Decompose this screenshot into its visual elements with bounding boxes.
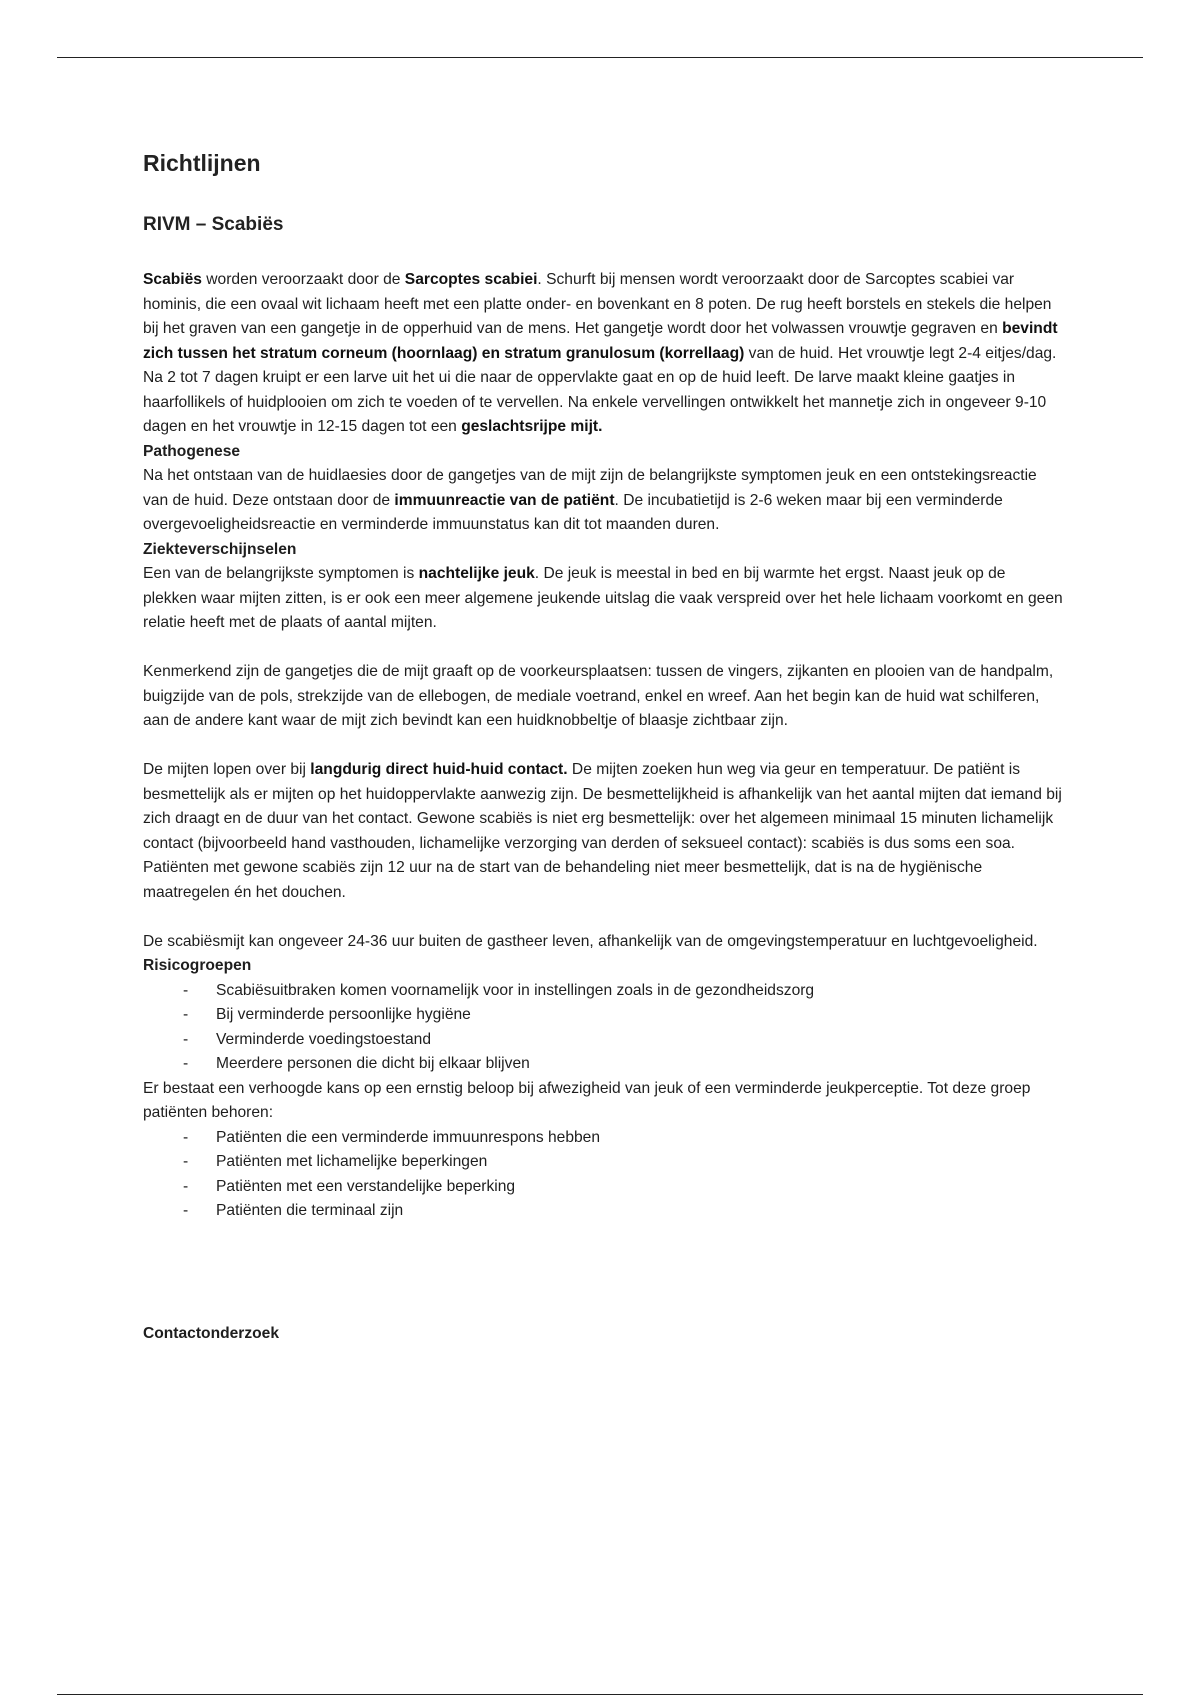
list-item: - Patiënten die een verminderde immuunrespons hebben [143,1126,1063,1151]
page-title: Richtlijnen [143,150,261,176]
intro-paragraph: Scabiës worden veroorzaakt door de Sarcoptes scabiei. Schurft bij mensen wordt veroorzaakt door de Sarcoptes scabiei var hominis, die een ovaal wit lichaam heeft met een platte onder- en bovenkant en 8 poten. De rug heeft borstels en stekels die helpen bij het graven van een gangetje in de opperhuid van de mens. Het gangetje wordt door het volwassen vrouwtje gegraven en bevindt zich tussen het stratum corneum (hoornlaag) en stratum granulosum (korrellaag) van de huid. Het vrouwtje legt 2-4 eitjes/dag. Na 2 tot 7 dagen kruipt er een larve uit het ui die naar de oppervlakte gaat en op de huid leeft. De larve maakt kleine gaatjes in haarfollikels of huidplooien om zich te voeden of te vervellen. Na enkele vervellingen ontwikkelt het mannetje zich in ongeveer 9-10 dagen en het vrouwtje in 12-15 dagen tot een geslachtsrijpe mijt. [143,271,1058,435]
section-title: RIVM – Scabiës [143,214,284,235]
risico-paragraph: Er bestaat een verhoogde kans op een ernstig beloop bij afwezigheid van jeuk of een verminderde jeukperceptie. Tot deze groep patiënten behoren: [143,1079,1031,1121]
pathogenese-paragraph: Na het ontstaan van de huidlaesies door de gangetjes van de mijt zijn de belangrijkste symptomen jeuk en een ontstekingsreactie van de huid. Deze ontstaan door de immuunreactie van de patiënt. De incubatietijd is 2-6 weken maar bij een verminderde overgevoeligheidsreactie en verminderde immuunstatus kan dit tot maanden duren. [143,467,1037,533]
list-item: - Patiënten die terminaal zijn [143,1199,1063,1224]
ziekte-heading: Ziekteverschijnselen [143,540,297,558]
top-rule [57,57,1143,58]
risico-list-2 [143,1126,1063,1224]
pathogenese-heading: Pathogenese [143,442,241,460]
list-item: - Verminderde voedingstoestand [143,1028,1063,1053]
ziekte-paragraph-4: De scabiësmijt kan ongeveer 24-36 uur buiten de gastheer leven, afhankelijk van de omgevingstemperatuur en luchtgevoeligheid. [143,932,1038,950]
list-item: - Bij verminderde persoonlijke hygiëne [143,1003,1063,1028]
ziekte-paragraph-1: Een van de belangrijkste symptomen is nachtelijke jeuk. De jeuk is meestal in bed en bij warmte het ergst. Naast jeuk op de plekken waar mijten zitten, is er ook een meer algemene jeukende uitslag die vaak verspreid over het hele lichaam voorkomt en geen relatie heeft met de plaats of aantal mijten. [143,565,1063,631]
list-item: - Patiënten met een verstandelijke beperking [143,1175,1063,1200]
ziekte-paragraph-3: De mijten lopen over bij langdurig direct huid-huid contact. De mijten zoeken hun weg via geur en temperatuur. De patiënt is besmettelijk als er mijten op het huidoppervlakte aanwezig zijn. De besmettelijkheid is afhankelijk van het aantal mijten dat iemand bij zich draagt en de duur van het contact. Gewone scabiës is niet erg besmettelijk: over het algemeen minimaal 15 minuten lichamelijk contact (bijvoorbeeld hand vasthouden, lichamelijke verzorging van derden of seksueel contact): scabiës is dus soms een soa. Patiënten met gewone scabiës zijn 12 uur na de start van de behandeling niet meer besmettelijk, dat is na de hygiënische maatregelen én het douchen. [143,761,1062,901]
list-item: - Patiënten met lichamelijke beperkingen [143,1150,1063,1175]
risico-list-1 [143,979,1063,1077]
list-item: - Scabiësuitbraken komen voornamelijk voor in instellingen zoals in de gezondheidszorg [143,979,1063,1004]
risico-heading: Risicogroepen [143,957,252,974]
ziekte-paragraph-2: Kenmerkend zijn de gangetjes die de mijt graaft op de voorkeursplaatsen: tussen de vingers, zijkanten en plooien van de handpalm, buigzijde van de pols, strekzijde van de ellebogen, de mediale voetrand, enkel en wreef. Aan het begin kan de huid wat schilferen, aan de andere kant waar de mijt zich bevindt kan een huidknobbeltje of blaasje zichtbaar zijn. [143,663,1054,729]
list-item: - Meerdere personen die dicht bij elkaar blijven [143,1052,1063,1077]
contact-heading: Contactonderzoek [143,1324,280,1342]
document-body [143,140,1063,1346]
bottom-rule [57,1694,1143,1695]
